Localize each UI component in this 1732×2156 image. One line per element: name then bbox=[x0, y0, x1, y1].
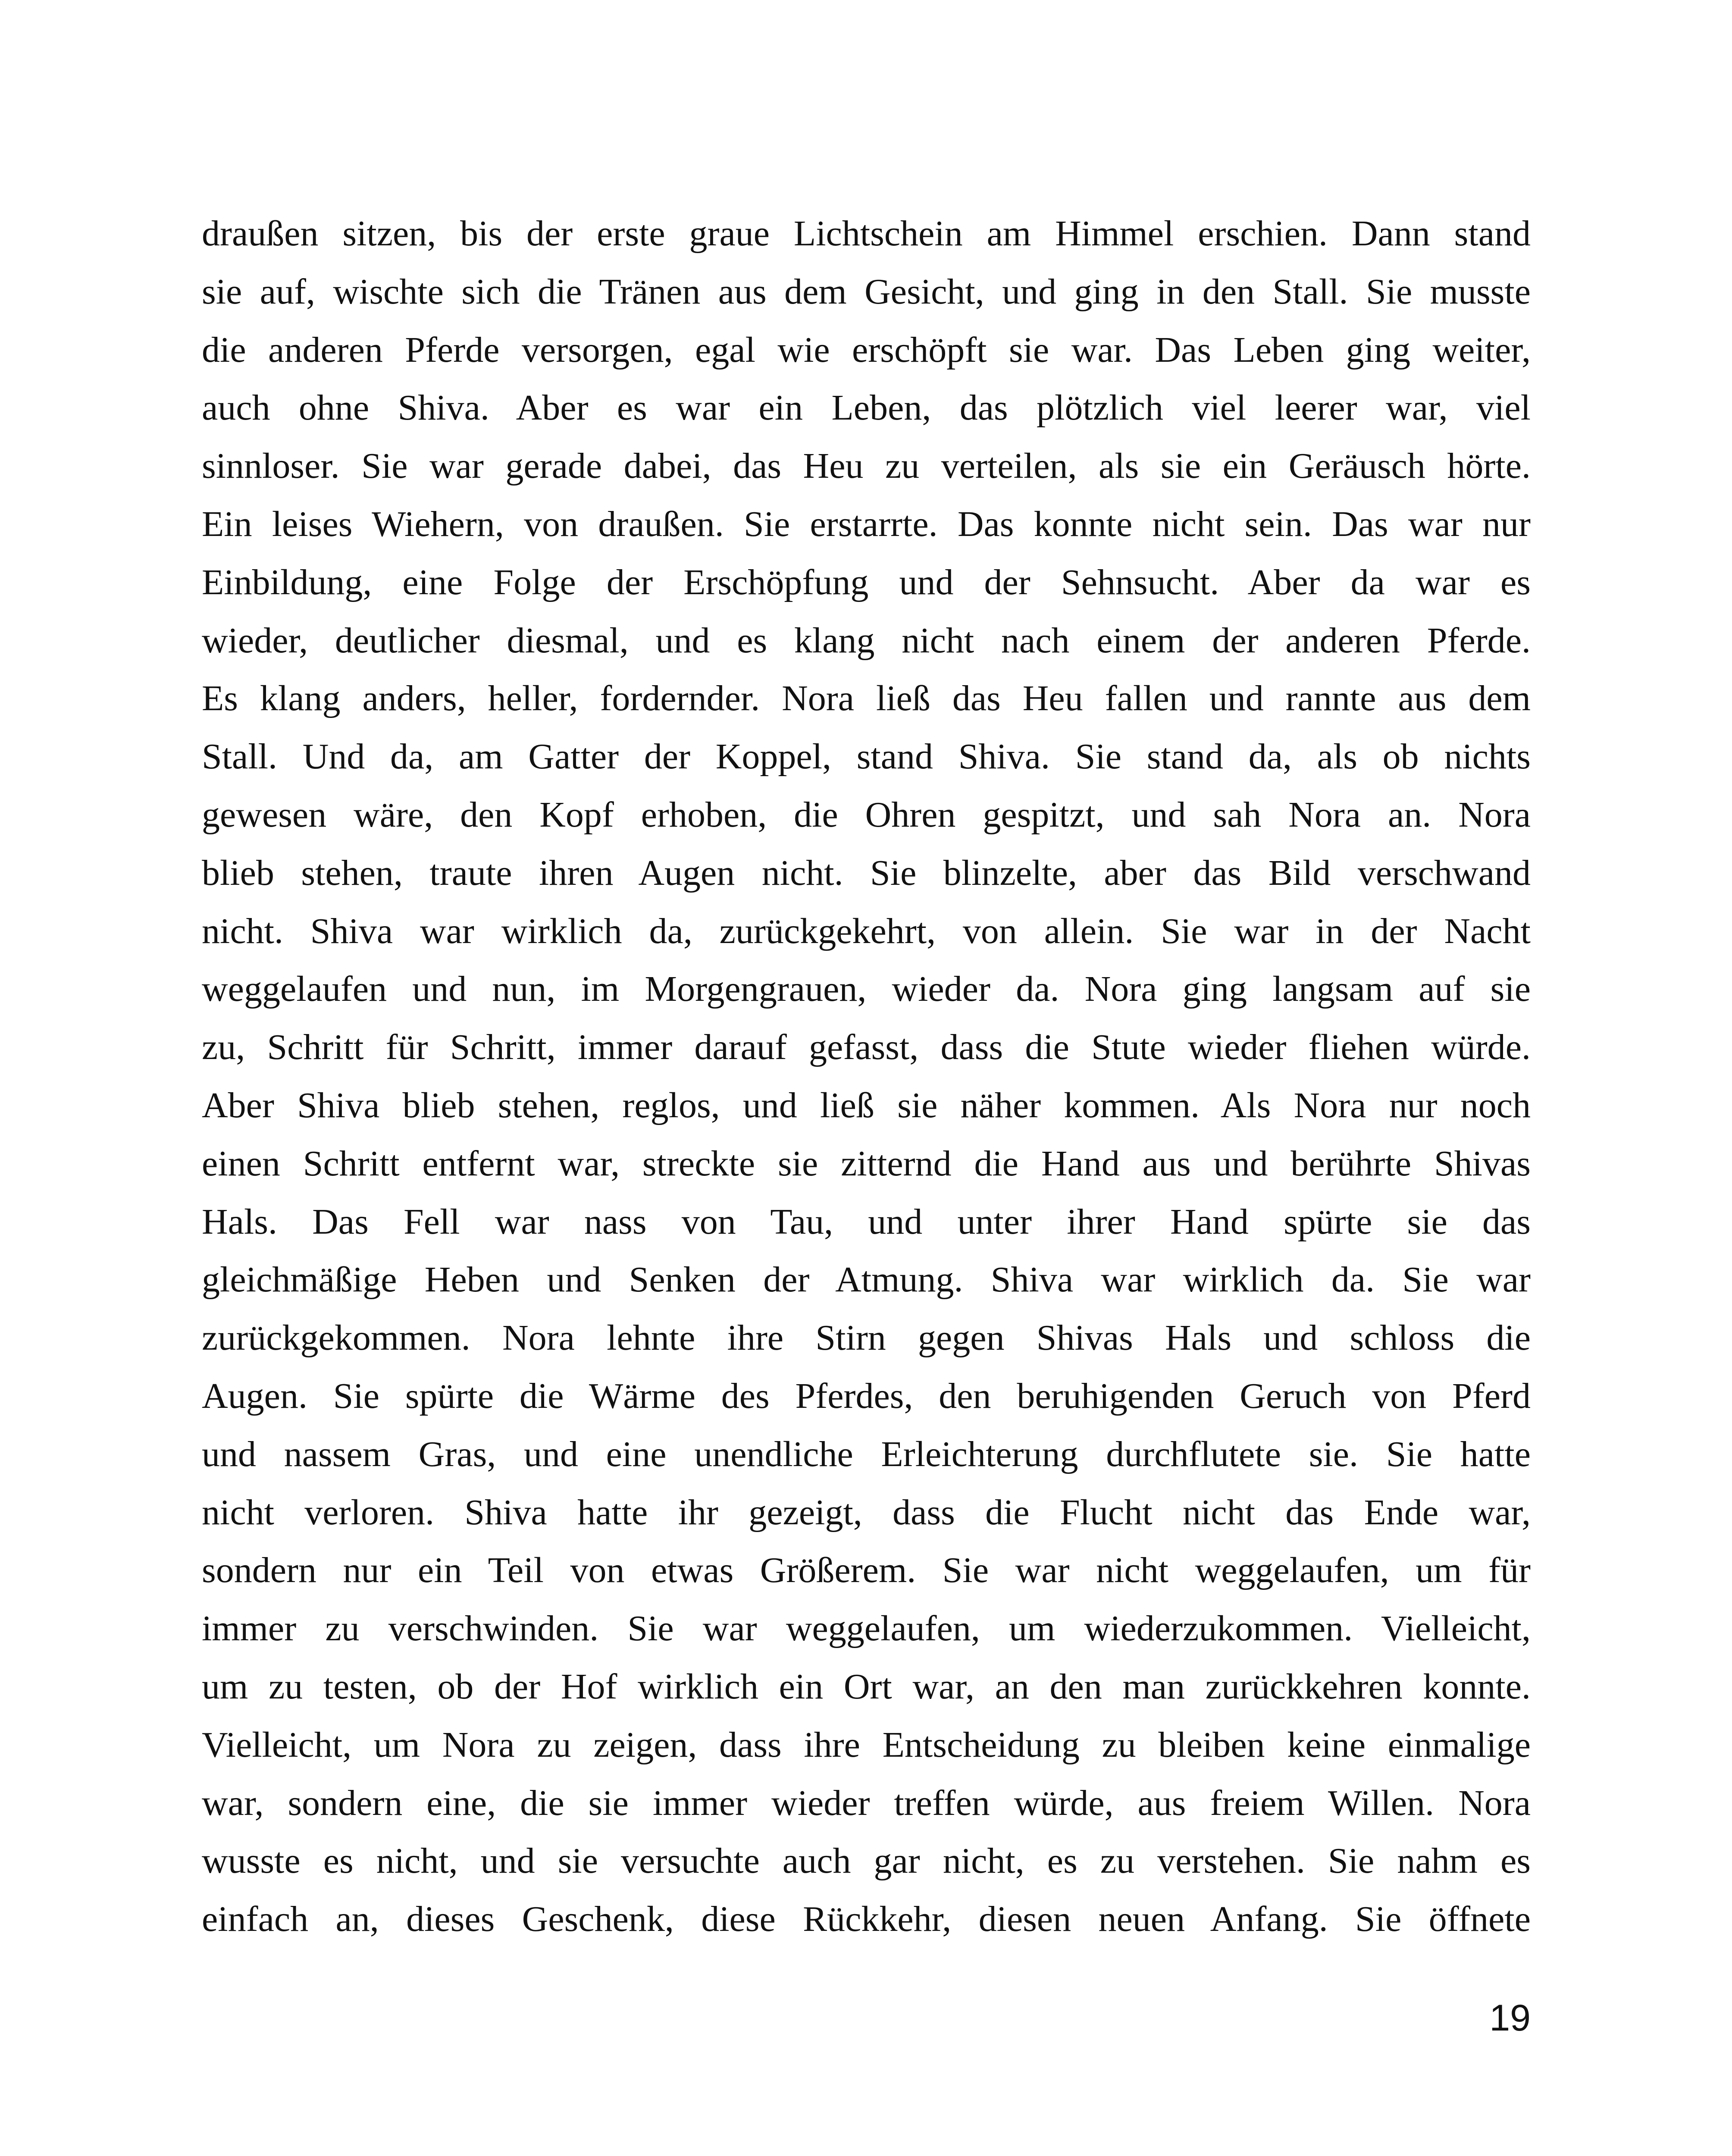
text-line: Stall. Und da, am Gatter der Koppel, stand Shiva. Sie stand da, als ob nichts bbox=[202, 736, 1531, 777]
text-line: gewesen wäre, den Kopf erhoben, die Ohren gespitzt, und sah Nora an. Nora bbox=[202, 794, 1531, 835]
text-line: war, sondern eine, die sie immer wieder treffen würde, aus freiem Willen. Nora bbox=[202, 1783, 1531, 1823]
text-line: einen Schritt entfernt war, streckte sie zitternd die Hand aus und berührte Shivas bbox=[202, 1143, 1531, 1184]
text-line: zu, Schritt für Schritt, immer darauf gefasst, dass die Stute wieder fliehen würde. bbox=[202, 1027, 1531, 1068]
text-line: und nassem Gras, und eine unendliche Erleichterung durchflutete sie. Sie hatte bbox=[202, 1434, 1531, 1474]
text-line: weggelaufen und nun, im Morgengrauen, wieder da. Nora ging langsam auf sie bbox=[202, 969, 1531, 1009]
text-line: draußen sitzen, bis der erste graue Lichtschein am Himmel erschien. Dann stand bbox=[202, 213, 1531, 254]
text-line: Ein leises Wiehern, von draußen. Sie erstarrte. Das konnte nicht sein. Das war nur bbox=[202, 504, 1531, 544]
text-line: Einbildung, eine Folge der Erschöpfung und der Sehnsucht. Aber da war es bbox=[202, 562, 1531, 602]
text-line: sondern nur ein Teil von etwas Größerem. Sie war nicht weggelaufen, um für bbox=[202, 1550, 1531, 1591]
text-line: nicht verloren. Shiva hatte ihr gezeigt, dass die Flucht nicht das Ende war, bbox=[202, 1492, 1531, 1532]
text-line: immer zu verschwinden. Sie war weggelaufen, um wiederzukommen. Vielleicht, bbox=[202, 1608, 1531, 1649]
text-line: um zu testen, ob der Hof wirklich ein Ort war, an den man zurückkehren konnte. bbox=[202, 1666, 1531, 1707]
text-line: Augen. Sie spürte die Wärme des Pferdes, den beruhigenden Geruch von Pferd bbox=[202, 1376, 1531, 1416]
text-line: Vielleicht, um Nora zu zeigen, dass ihre Entscheidung zu bleiben keine einmalige bbox=[202, 1724, 1531, 1765]
text-line: gleichmäßige Heben und Senken der Atmung. Shiva war wirklich da. Sie war bbox=[202, 1260, 1531, 1300]
text-line: sinnloser. Sie war gerade dabei, das Heu zu verteilen, als sie ein Geräusch hörte. bbox=[202, 446, 1531, 486]
text-line: einfach an, dieses Geschenk, diese Rückkehr, diesen neuen Anfang. Sie öffnete bbox=[202, 1899, 1531, 1940]
text-line: Es klang anders, heller, fordernder. Nora ließ das Heu fallen und rannte aus dem bbox=[202, 678, 1531, 719]
text-line: die anderen Pferde versorgen, egal wie erschöpft sie war. Das Leben ging weiter, bbox=[202, 329, 1531, 370]
text-line: Hals. Das Fell war nass von Tau, und unter ihrer Hand spürte sie das bbox=[202, 1201, 1531, 1242]
page-number: 19 bbox=[1489, 1997, 1531, 2039]
body-text bbox=[202, 205, 1531, 1949]
text-line: wieder, deutlicher diesmal, und es klang nicht nach einem der anderen Pferde. bbox=[202, 620, 1531, 661]
text-line: blieb stehen, traute ihren Augen nicht. Sie blinzelte, aber das Bild verschwand bbox=[202, 852, 1531, 893]
text-line: sie auf, wischte sich die Tränen aus dem Gesicht, und ging in den Stall. Sie musste bbox=[202, 271, 1531, 312]
text-line: auch ohne Shiva. Aber es war ein Leben, das plötzlich viel leerer war, viel bbox=[202, 388, 1531, 428]
text-line: zurückgekommen. Nora lehnte ihre Stirn gegen Shivas Hals und schloss die bbox=[202, 1318, 1531, 1358]
text-line: nicht. Shiva war wirklich da, zurückgekehrt, von allein. Sie war in der Nacht bbox=[202, 911, 1531, 951]
text-line: wusste es nicht, und sie versuchte auch gar nicht, es zu verstehen. Sie nahm es bbox=[202, 1841, 1531, 1881]
text-line: Aber Shiva blieb stehen, reglos, und ließ sie näher kommen. Als Nora nur noch bbox=[202, 1085, 1531, 1125]
